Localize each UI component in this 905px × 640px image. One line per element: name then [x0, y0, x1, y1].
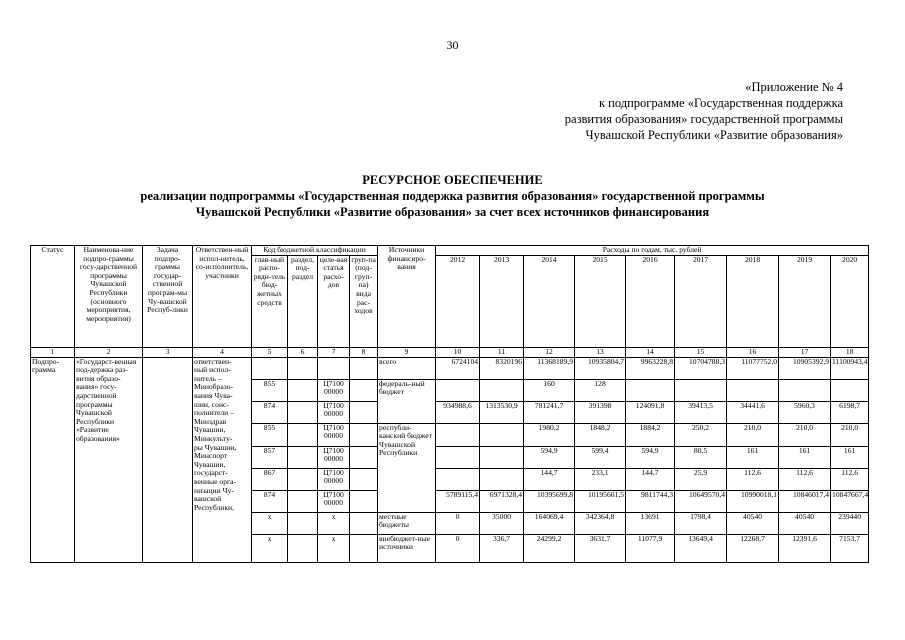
expense-value: 144,7 — [524, 468, 575, 490]
expense-value: 1884,2 — [626, 423, 675, 446]
header-chief-manager: глав-ный распо-ряди-тель бюд-жетных средств — [252, 255, 288, 347]
target-article-code: Ц7100 00000 — [318, 490, 350, 512]
target-article-code: Ц7100 00000 — [318, 468, 350, 490]
responsible-line: ответствен- — [194, 357, 232, 366]
expense-value: 781241,7 — [524, 401, 575, 423]
expense-value: 144,7 — [626, 468, 675, 490]
responsible-line: Минспорт — [194, 451, 228, 461]
expense-value: 112,6 — [831, 468, 869, 490]
responsible-line: Чувашии, — [194, 425, 226, 435]
expense-value: 10935804,7 — [575, 357, 626, 379]
header-budget-code: Код бюджетной классификации — [252, 246, 378, 256]
responsible-line: Минкульту- — [194, 433, 233, 443]
expense-group-code — [350, 401, 378, 423]
expense-value: 5960,3 — [779, 401, 831, 423]
expense-value — [480, 423, 524, 446]
section-code — [288, 423, 318, 446]
appendix-note — [565, 79, 843, 143]
table-body — [31, 357, 869, 562]
column-number: 4 — [193, 347, 252, 357]
appendix-line: «Приложение № 4 — [745, 80, 843, 94]
expense-value: 6198,7 — [831, 401, 869, 423]
header-year: 2012 — [436, 255, 480, 347]
header-year: 2017 — [675, 255, 727, 347]
target-article-code: x — [318, 512, 350, 534]
expense-value: 10990018,1 — [727, 490, 779, 512]
column-number: 11 — [480, 347, 524, 357]
header-sources: Источники финансиро-вания — [378, 246, 436, 348]
funding-source: местные бюджеты — [378, 512, 436, 534]
expense-value: 6724104 — [436, 357, 480, 379]
section-code — [288, 490, 318, 512]
header-status: Статус — [31, 246, 75, 348]
column-number: 1 — [31, 347, 75, 357]
header-expense-group: груп-па (под-груп-па) вида рас-ходов — [350, 255, 378, 347]
appendix-line: к подпрограмме «Государственная поддержка — [598, 96, 843, 110]
header-name: Наименова-ние подпро-граммы госу-дарственной программы Чувашской Республики (основного мероприятия, мероприятия) — [75, 246, 143, 348]
chief-manager-code: 867 — [252, 468, 288, 490]
expense-value: 11077,9 — [626, 534, 675, 562]
responsible-line: вания Чува- — [194, 390, 233, 400]
responsible-line: венные орга- — [194, 476, 237, 486]
expense-value: 10195601,5 — [575, 490, 626, 512]
section-code — [288, 379, 318, 401]
section-code — [288, 446, 318, 468]
expense-group-code — [350, 446, 378, 468]
column-number: 16 — [727, 347, 779, 357]
expense-value: 10905392,9 — [779, 357, 831, 379]
expense-value: 9811744,3 — [626, 490, 675, 512]
title-line: РЕСУРСНОЕ ОБЕСПЕЧЕНИЕ — [362, 173, 543, 187]
expense-value: 594,9 — [524, 446, 575, 468]
expense-value: 34441,6 — [727, 401, 779, 423]
column-number: 6 — [288, 347, 318, 357]
expense-value: 160 — [524, 379, 575, 401]
expense-value: 342364,8 — [575, 512, 626, 534]
expense-value: 161 — [779, 446, 831, 468]
header-section: раздел, под-раздел — [288, 255, 318, 347]
header-target-article: целе-вая статья расхо-дов — [318, 255, 350, 347]
target-article-code: Ц7100 00000 — [318, 423, 350, 446]
expense-value: 40540 — [727, 512, 779, 534]
expense-value: 250,2 — [675, 423, 727, 446]
section-code — [288, 468, 318, 490]
column-number: 10 — [436, 347, 480, 357]
responsible-line: шии, соис- — [194, 399, 229, 409]
target-article-code: Ц7100 00000 — [318, 379, 350, 401]
expense-value: 3631,7 — [575, 534, 626, 562]
expense-value: 239440 — [831, 512, 869, 534]
expense-value — [675, 379, 727, 401]
column-number: 9 — [378, 347, 436, 357]
expense-value — [436, 423, 480, 446]
expense-value — [480, 446, 524, 468]
expense-value: 25,9 — [675, 468, 727, 490]
responsible-line: вашской — [194, 494, 222, 504]
header-year: 2015 — [575, 255, 626, 347]
title-line: Чувашской Республики «Развитие образования» за счет всех источников финансирования — [195, 205, 710, 219]
expense-value: 80,5 — [675, 446, 727, 468]
expense-value: 594,9 — [626, 446, 675, 468]
expense-value: 0 — [436, 512, 480, 534]
expense-value: 112,6 — [727, 468, 779, 490]
responsible-line: нитель – — [194, 373, 222, 383]
expense-value: 164069,4 — [524, 512, 575, 534]
responsible-cell — [193, 357, 252, 562]
funding-source: федераль-ный бюджет — [378, 379, 436, 423]
page-number: 30 — [446, 38, 459, 52]
expense-value: 128 — [575, 379, 626, 401]
chief-manager-code: 857 — [252, 446, 288, 468]
chief-manager-code — [252, 357, 288, 379]
expense-value: 10395699,8 — [524, 490, 575, 512]
column-number: 18 — [831, 347, 869, 357]
table-row — [31, 357, 869, 379]
column-number-row — [31, 347, 869, 357]
responsible-line: низации Чу- — [194, 485, 234, 495]
chief-manager-code: 855 — [252, 423, 288, 446]
responsible-line: Республики, — [194, 502, 234, 512]
appendix-line: Чувашской Республики «Развитие образования» — [585, 128, 843, 142]
expense-value: 13649,4 — [675, 534, 727, 562]
expense-group-code — [350, 423, 378, 446]
expense-value: 9963228,8 — [626, 357, 675, 379]
responsible-line: государст- — [194, 468, 228, 478]
expense-value: 210,0 — [831, 423, 869, 446]
responsible-line: Минобразо- — [194, 382, 233, 392]
expense-value: 10704788,3 — [675, 357, 727, 379]
expense-value: 1798,4 — [675, 512, 727, 534]
expense-value: 8320196 — [480, 357, 524, 379]
expense-value: 599,4 — [575, 446, 626, 468]
column-number: 12 — [524, 347, 575, 357]
expense-value — [480, 379, 524, 401]
section-code — [288, 534, 318, 562]
header-year: 2013 — [480, 255, 524, 347]
expense-value: 1980,2 — [524, 423, 575, 446]
resource-table-wrapper — [30, 245, 868, 563]
responsible-line: Чувашии, — [194, 459, 226, 469]
column-number: 7 — [318, 347, 350, 357]
expense-value — [436, 446, 480, 468]
section-code — [288, 357, 318, 379]
chief-manager-code: 874 — [252, 490, 288, 512]
expense-value: 124091,8 — [626, 401, 675, 423]
funding-source: внебюджет-ные источники — [378, 534, 436, 562]
chief-manager-code: x — [252, 512, 288, 534]
header-responsible: Ответствен-ный испол-нитель, со-исполнитель, участники — [193, 246, 252, 348]
target-article-code: x — [318, 534, 350, 562]
chief-manager-code: x — [252, 534, 288, 562]
expense-value — [436, 468, 480, 490]
expense-value: 112,6 — [779, 468, 831, 490]
expense-value: 10847667,4 — [831, 490, 869, 512]
expense-value: 11368189,9 — [524, 357, 575, 379]
resource-table — [30, 245, 869, 563]
column-number: 3 — [143, 347, 193, 357]
program-name-cell: «Государст-венная под-держка раз-вития образо-вания» госу-дарственной программы Чувашской Республики «Развитие образования» — [75, 357, 143, 562]
funding-source: всего — [378, 357, 436, 379]
expense-value: 11100943,4 — [831, 357, 869, 379]
expense-value: 210,0 — [779, 423, 831, 446]
responsible-line: ный испол- — [194, 365, 231, 375]
expense-value: 11077752,0 — [727, 357, 779, 379]
header-task: Задача подпро-граммы государ-ственной програм-мы Чу-вашской Респуб-лики — [143, 246, 193, 348]
expense-value: 12268,7 — [727, 534, 779, 562]
expense-value: 10846017,4 — [779, 490, 831, 512]
expense-value: 5789115,4 — [436, 490, 480, 512]
chief-manager-code: 874 — [252, 401, 288, 423]
expense-value — [831, 379, 869, 401]
expense-value: 6971328,4 — [480, 490, 524, 512]
expense-value — [727, 379, 779, 401]
document-title — [0, 172, 905, 220]
title-line: реализации подпрограммы «Государственная поддержка развития образования» государственной программы — [140, 189, 765, 203]
expense-value — [480, 468, 524, 490]
target-article-code — [318, 357, 350, 379]
expense-value: 233,1 — [575, 468, 626, 490]
expense-value: 161 — [727, 446, 779, 468]
expense-value: 1848,2 — [575, 423, 626, 446]
status-cell: Подпро-грамма — [31, 357, 75, 562]
appendix-line: развития образования» государственной программы — [564, 112, 843, 126]
expense-value — [779, 379, 831, 401]
header-year: 2016 — [626, 255, 675, 347]
expense-group-code — [350, 468, 378, 490]
expense-value: 40540 — [779, 512, 831, 534]
column-number: 5 — [252, 347, 288, 357]
column-number: 17 — [779, 347, 831, 357]
column-number: 14 — [626, 347, 675, 357]
task-cell — [143, 357, 193, 562]
expense-value — [436, 379, 480, 401]
column-number: 2 — [75, 347, 143, 357]
expense-value: 0 — [436, 534, 480, 562]
expense-group-code — [350, 534, 378, 562]
expense-value: 24299,2 — [524, 534, 575, 562]
expense-value: 336,7 — [480, 534, 524, 562]
target-article-code: Ц7100 00000 — [318, 446, 350, 468]
target-article-code: Ц7100 00000 — [318, 401, 350, 423]
responsible-line: ры Чувашии, — [194, 442, 237, 452]
expense-group-code — [350, 512, 378, 534]
expense-value: 13691 — [626, 512, 675, 534]
section-code — [288, 512, 318, 534]
expense-group-code — [350, 379, 378, 401]
expense-value: 391398 — [575, 401, 626, 423]
expense-value: 934988,6 — [436, 401, 480, 423]
expense-value: 161 — [831, 446, 869, 468]
expense-value: 210,0 — [727, 423, 779, 446]
column-number: 8 — [350, 347, 378, 357]
chief-manager-code: 855 — [252, 379, 288, 401]
expense-value — [626, 379, 675, 401]
expense-value: 7153,7 — [831, 534, 869, 562]
expense-value: 1313530,9 — [480, 401, 524, 423]
funding-source: республи-канский бюджет Чувашской Республики — [378, 423, 436, 512]
header-year: 2019 — [779, 255, 831, 347]
responsible-line: полнители – — [194, 408, 234, 418]
section-code — [288, 401, 318, 423]
header-year: 2014 — [524, 255, 575, 347]
expense-value: 10649570,4 — [675, 490, 727, 512]
expense-value: 12391,6 — [779, 534, 831, 562]
expense-group-code — [350, 357, 378, 379]
expense-group-code — [350, 490, 378, 512]
expense-value: 35000 — [480, 512, 524, 534]
header-year: 2018 — [727, 255, 779, 347]
column-number: 15 — [675, 347, 727, 357]
responsible-line: Минздрав — [194, 416, 227, 426]
expense-value: 39413,5 — [675, 401, 727, 423]
header-expenses: Расходы по годам, тыс. рублей — [436, 246, 869, 256]
column-number: 13 — [575, 347, 626, 357]
header-year: 2020 — [831, 255, 869, 347]
